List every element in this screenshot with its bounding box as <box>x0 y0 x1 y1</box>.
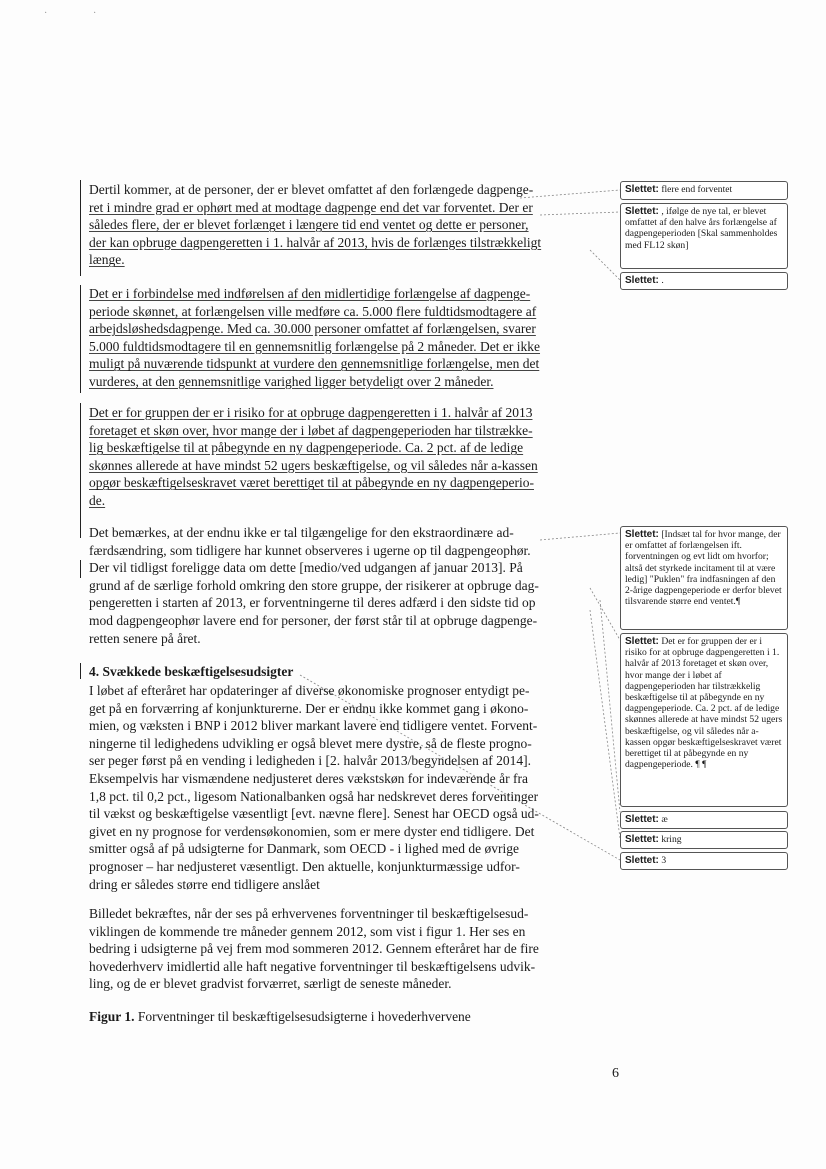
comment-text: 3 <box>661 855 667 866</box>
text-line: pengeretten i starten af 2013, er forventningerne til deres adfærd i den sidste tid op <box>89 595 536 611</box>
text-line: Der vil tidligst foreligge data om dette [medio/ved udgangen af januar 2013]. På <box>89 560 523 576</box>
top-mark-right: · <box>93 8 97 19</box>
paragraph-3 <box>89 404 581 510</box>
comment-text: . <box>661 275 664 286</box>
text-line: ningerne til ledighedens udvikling er også blevet mere dystre, så de fleste progno- <box>89 735 532 751</box>
comment-label: Slettet: <box>625 814 659 825</box>
comment-balloon[interactable] <box>620 852 788 870</box>
comment-text: kring <box>661 834 682 845</box>
inserted-text-line: muligt på nuværende tidspunkt at vurdere den gennemsnitlige forlængelse, men det <box>89 356 540 372</box>
paragraph-6 <box>89 905 581 993</box>
text-line: givet en ny prognose for verdensøkonomien, som er mere dyster end tidligere. Det <box>89 823 535 839</box>
paragraph-4 <box>89 524 581 647</box>
text-line: retten senere på året. <box>89 630 201 646</box>
comment-label: Slettet: <box>625 529 659 540</box>
figure-caption <box>89 1009 471 1025</box>
inserted-text-line: opgør beskæftigelseskravet været berettiget til at påbegynde en ny dagpengeperio- <box>89 475 534 491</box>
inserted-text-line: længe. <box>89 252 125 268</box>
inserted-text-line: periode skønnet, at forlængelsen ville medføre ca. 5.000 flere fuldtidsmodtagere af <box>89 303 537 319</box>
text-line: bedring i udsigterne på vej frem mod sommeren 2012. Gennem efteråret har de fire <box>89 941 539 957</box>
page-number: 6 <box>612 1066 619 1081</box>
comment-label: Slettet: <box>625 636 659 647</box>
comment-text: flere end forventet <box>661 184 733 195</box>
comment-text: , ifølge de nye tal, er blevet omfattet af den halve års forlængelse af dagpengeperioden [Skal sammenholdes med FL12 skøn] <box>625 206 778 251</box>
text-line: hovederhverv imidlertid alle haft negative forventninger til beskæftigelsens udvik- <box>89 958 536 974</box>
comment-balloon[interactable] <box>620 272 788 290</box>
text-line: mod dagpengeophør lavere end for personer, der først står til at opbruge dagpenge- <box>89 612 538 628</box>
inserted-text-line: 5.000 fuldtidsmodtagere til en gennemsnitlig forlængelse på 2 måneder. Det er ikke <box>89 338 541 354</box>
paragraph-2 <box>89 285 581 391</box>
inserted-text-line: Det er for gruppen der er i risiko for at opbruge dagpengeretten i 1. halvår af 2013 <box>89 405 533 420</box>
text-line: grund af de særlige forhold omkring den store gruppe, der risikerer at opbruge dag- <box>89 577 539 593</box>
text-line: Det bemærkes, at der endnu ikke er tal tilgængelige for den ekstraordinære ad- <box>89 525 514 540</box>
comment-text: æ <box>661 814 668 825</box>
text-line: ling, og de er blevet gradvist forværret, særligt de seneste måneder. <box>89 976 452 992</box>
inserted-text-line: skønnes allerede at have mindst 52 ugers beskæftigelse, og vil således når a-kassen <box>89 457 538 473</box>
text-line: Eksempelvis har vismændene nedjusteret deres vækstskøn for indeværende år fra <box>89 770 529 786</box>
comment-balloon[interactable] <box>620 831 788 849</box>
comment-balloon[interactable] <box>620 203 788 269</box>
comment-label: Slettet: <box>625 275 659 286</box>
text-line: smitter også af på udsigterne for Danmark, som OECD - i lighed med de øvrige <box>89 841 520 857</box>
comment-balloon[interactable] <box>620 181 788 200</box>
comment-label: Slettet: <box>625 206 659 217</box>
section-heading: 4. Svækkede beskæftigelsesudsigter <box>89 664 294 679</box>
inserted-text-line: således flere, der er blevet forlænget i længere tid end ventet og dette er personer, <box>89 217 529 233</box>
text-line: prognoser – har nedjusteret væsentligt. Den aktuelle, konjunkturmæssige udfor- <box>89 858 520 874</box>
paragraph-5 <box>89 682 581 893</box>
figure-caption-text: Forventninger til beskæftigelsesudsigterne i hovederhvervene <box>137 1009 471 1024</box>
comment-label: Slettet: <box>625 834 659 845</box>
comment-balloon[interactable] <box>620 811 788 829</box>
comment-text: Det er for gruppen der er i risiko for at opbruge dagpengeretten i 1. halvår af 2013 foretaget et skøn over, hvor mange der i løbet af dagpengeperioden har tilstrækkelig beskæftigelse til at påbegynde en ny dagpengeperiode. Ca. 2 pct. af de ledige skønnes allerede at have mindst 52 ugers beskæftigelse, og vil således når a-kassen opgør beskæftigelseskravet været berettiget til at påbegynde en ny dagpengeperiode. ¶ ¶ <box>625 636 783 771</box>
inserted-text-line: vurderes, at den gennemsnitlige varighed ligger betydeligt over 2 måneder. <box>89 373 494 389</box>
text-line: mien, og væksten i BNP i 2012 bliver markant lavere end tidligere ventet. Forvent- <box>89 718 538 734</box>
comment-label: Slettet: <box>625 855 659 866</box>
comment-balloon[interactable] <box>620 526 788 630</box>
text-line: til vækst og beskæftigelse væsentligt [evt. nævne flere]. Senest har OECD også ud- <box>89 806 539 822</box>
text-line: Billedet bekræftes, når der ses på erhvervenes forventninger til beskæftigelsesud- <box>89 906 529 921</box>
text-line: dring er således større end tidligere anslået <box>89 876 320 892</box>
text-line: viklingen de kommende tre måneder gennem 2012, som vist i figur 1. Her ses en <box>89 923 526 939</box>
inserted-text-line: arbejdsløshedsdagpenge. Med ca. 30.000 personer omfattet af forlængelsen, svarer <box>89 321 536 337</box>
text-line: færdsændring, som tidligere har kunnet observeres i ugerne op til dagpengeophør. <box>89 542 531 558</box>
inserted-text-line: de. <box>89 492 106 508</box>
top-mark-left: · <box>44 8 48 19</box>
comment-balloon[interactable] <box>620 633 788 807</box>
inserted-text-line: Det er i forbindelse med indførelsen af den midlertidige forlængelse af dagpenge- <box>89 286 531 301</box>
figure-label: Figur 1. <box>89 1009 135 1024</box>
paragraph-1 <box>89 181 581 269</box>
text-line: get på en forværring af konjunkturerne. Der er endnu ikke kommet gang i økono- <box>89 700 529 716</box>
inserted-text-line: lig beskæftigelse til at påbegynde en ny dagpengeperiode. Ca. 2 pct. af de ledige <box>89 440 524 456</box>
text-line: Dertil kommer, at de personer, der er blevet omfattet af den forlængede dagpenge- <box>89 182 534 197</box>
inserted-text-line: foretaget et skøn over, hvor mange der i løbet af dagpengeperioden har tilstrække- <box>89 422 533 438</box>
text-line: I løbet af efteråret har opdateringer af diverse økonomiske prognoser entydigt pe- <box>89 683 530 698</box>
comment-label: Slettet: <box>625 184 659 195</box>
inserted-text-line: der kan opbruge dagpengeretten i 1. halvår af 2013, hvis de forlænges tilstrækkeligt <box>89 234 542 250</box>
comment-text: [Indsæt tal for hvor mange, der er omfattet af forlængelsen ift. forventningen og evt lidt om hvorfor; altså det styrkede incitament til at være ledig] "Puklen" fra indfasningen af den 2-årige dagpengeperiode er derfor blevet tilsvarende større end ventet.¶ <box>625 529 782 608</box>
text-line: 1,8 pct. til 0,2 pct., ligesom Nationalbanken også har nedskrevet deres forventinger <box>89 788 539 804</box>
inserted-text-line: ret i mindre grad er ophørt med at modtage dagpenge end det var forventet. Der er <box>89 199 533 215</box>
text-line: ser peger først på en vending i ledigheden i [2. halvår 2013/begyndelsen af 2014]. <box>89 753 531 769</box>
